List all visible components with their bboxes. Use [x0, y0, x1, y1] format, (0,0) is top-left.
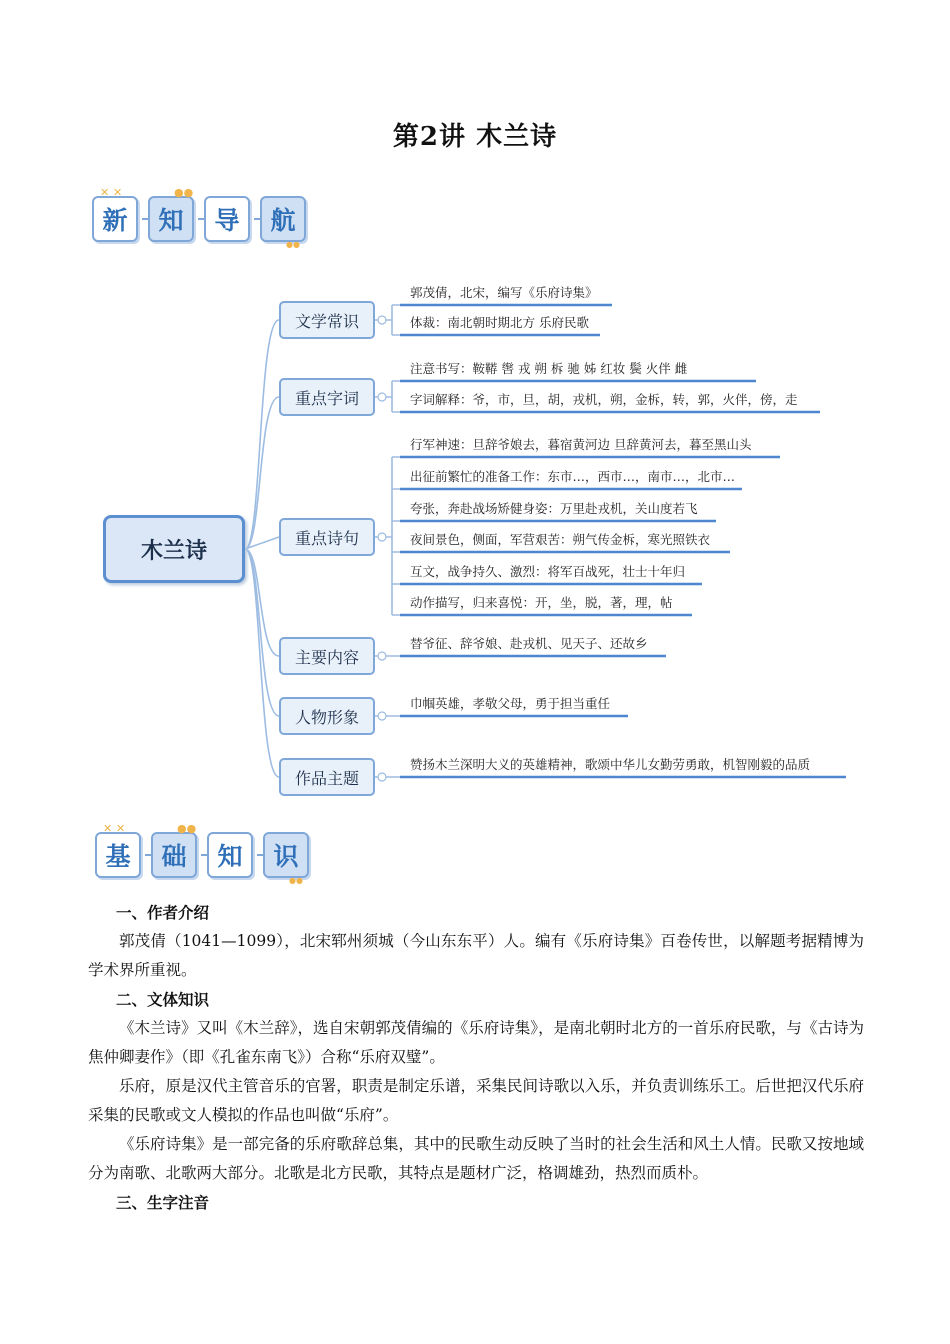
dots-icon: ●● — [174, 186, 194, 199]
leaf-text: 郭茂倩，北宋，编写《乐府诗集》 — [410, 285, 598, 300]
banner-char-text: 基 — [105, 842, 131, 871]
paragraph: 《乐府诗集》是一部完备的乐府歌辞总集，其中的民歌生动反映了当时的社会生活和风土人情。民歌又按地域分为南歌、北歌两大部分。北歌是北方民歌，其特点是题材广泛，格调雄劲，热烈而质朴。 — [88, 1135, 864, 1182]
page-title: 第2讲 木兰诗 — [392, 122, 558, 152]
leaf-text: 赞扬木兰深明大义的英雄精神，歌颂中华儿女勤劳勇敢，机智刚毅的品质 — [410, 757, 811, 772]
paragraph: 郭茂倩（1041—1099），北宋郓州须城（今山东东平）人。编有《乐府诗集》百卷传世，以解题考据精博为学术界所重视。 — [88, 932, 864, 979]
section-heading: 一、作者介绍 — [116, 903, 210, 922]
section-heading: 三、生字注音 — [116, 1193, 210, 1212]
banner-char — [95, 822, 141, 878]
banner-char-text: 知 — [158, 206, 184, 235]
branch-character-image: 人物形象 — [279, 697, 375, 735]
banner-char — [207, 832, 253, 878]
leaf-text: 注意书写：鞍鞯 辔 戎 朔 柝 驰 姊 红妆 鬓 火伴 雌 — [410, 361, 688, 376]
branch-key-verses: 重点诗句 — [279, 518, 375, 556]
star-icon: ✕ ✕ — [103, 822, 126, 835]
banner-char-text: 识 — [273, 842, 299, 871]
paragraph: 乐府，原是汉代主管音乐的官署，职责是制定乐谱，采集民间诗歌以入乐，并负责训练乐工。后世把汉代乐府采集的民歌或文人模拟的作品也叫做“乐府”。 — [88, 1077, 864, 1124]
branch-theme: 作品主题 — [279, 758, 375, 796]
body-content — [88, 898, 864, 1217]
section-heading: 二、文体知识 — [116, 990, 210, 1009]
star-icon: ✕ ✕ — [100, 186, 123, 199]
mind-map-root: 木兰诗 — [103, 515, 245, 583]
dots-icon: ●● — [177, 822, 197, 835]
leaf-text: 夸张，奔赴战场矫健身姿：万里赴戎机，关山度若飞 — [410, 501, 698, 516]
branch-key-words: 重点字词 — [279, 378, 375, 416]
leaf-text: 出征前繁忙的准备工作：东市…，西市…，南市…，北市… — [410, 469, 736, 484]
leaf-text: 字词解释：爷，市，旦，胡，戎机，朔，金柝，转，郭，火伴，傍，走 — [410, 392, 798, 407]
banner-char-text: 航 — [270, 206, 296, 235]
leaf-text: 替爷征、辞爷娘、赴戎机、见天子、还故乡 — [410, 636, 648, 651]
banner-char-text: 知 — [217, 842, 243, 871]
leaf-text: 夜间景色，侧面，军营艰苦：朔气传金柝，寒光照铁衣 — [410, 532, 711, 547]
dots-icon: ●● — [286, 240, 300, 249]
branch-literary-knowledge: 文学常识 — [279, 301, 375, 339]
banner-char — [151, 822, 197, 878]
banner-char-text: 新 — [102, 206, 128, 235]
dots-icon: ●● — [289, 876, 303, 885]
leaf-text: 动作描写，归来喜悦：开，坐，脱，著，理，帖 — [410, 595, 673, 610]
leaf-text: 互文，战争持久、激烈：将军百战死，壮士十年归 — [410, 564, 686, 579]
leaf-text: 体裁：南北朝时期北方 乐府民歌 — [410, 315, 589, 330]
leaf-text: 巾帼英雄，孝敬父母，勇于担当重任 — [410, 696, 611, 711]
banner-char-text: 础 — [161, 842, 187, 871]
branch-main-content: 主要内容 — [279, 637, 375, 675]
leaf-text: 行军神速：旦辞爷娘去，暮宿黄河边 旦辞黄河去，暮至黑山头 — [410, 437, 752, 452]
paragraph: 《木兰诗》又叫《木兰辞》，选自宋朝郭茂倩编的《乐府诗集》，是南北朝时北方的一首乐府民歌，与《古诗为焦仲卿妻作》（即《孔雀东南飞》）合称“乐府双璧”。 — [88, 1019, 864, 1066]
banner-char — [263, 832, 309, 885]
banner-char-text: 导 — [214, 206, 240, 235]
section-banner-basic-knowledge — [95, 822, 309, 885]
